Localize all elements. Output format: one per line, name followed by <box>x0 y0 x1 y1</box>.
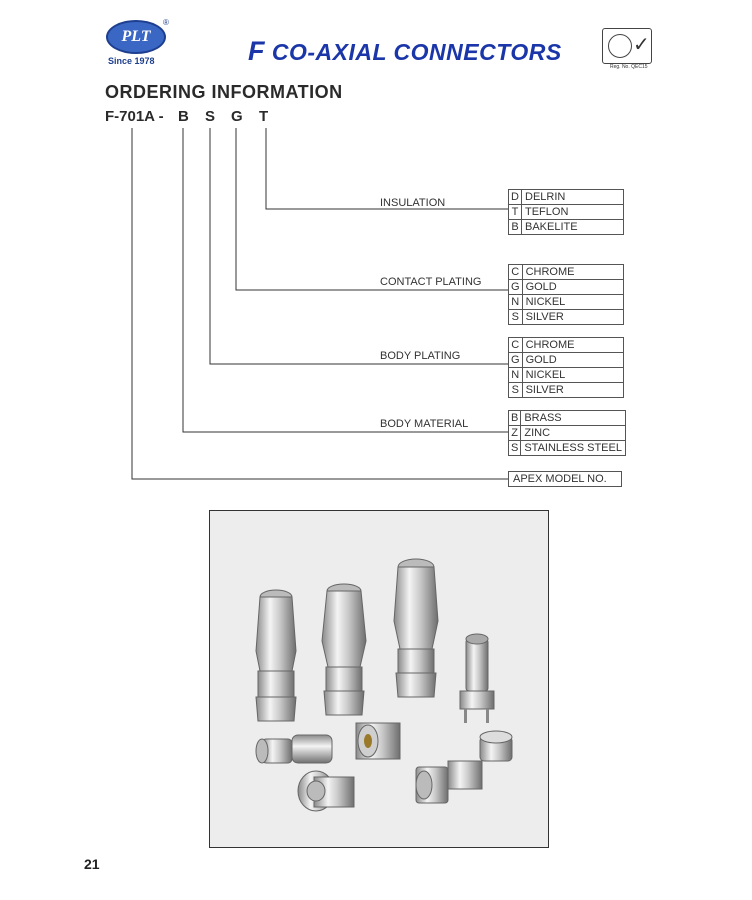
panel-mount-connector <box>356 723 400 759</box>
f-plug-connector <box>256 735 332 763</box>
logo-mark: PLT <box>106 20 166 54</box>
label-body-material: BODY MATERIAL <box>380 418 469 430</box>
option-name: ZINC <box>521 426 626 441</box>
table-row <box>509 190 624 205</box>
option-code: S <box>509 310 523 325</box>
option-code: S <box>509 383 523 398</box>
option-name: CHROME <box>522 338 623 353</box>
f-jack-connector <box>298 771 354 811</box>
table-row <box>509 383 624 398</box>
code-part-body-plating: S <box>205 108 216 125</box>
option-name: NICKEL <box>522 368 623 383</box>
option-code: B <box>509 411 521 426</box>
insulation-options-table <box>508 189 624 235</box>
table-row <box>509 338 624 353</box>
page-number: 21 <box>84 856 100 872</box>
crimp-connector-1 <box>256 590 296 721</box>
option-name: BRASS <box>521 411 626 426</box>
option-name: STAINLESS STEEL <box>521 441 626 456</box>
check-mark-icon: ✓ <box>633 34 650 56</box>
table-row <box>509 280 624 295</box>
option-code: B <box>509 220 522 235</box>
title-rest: CO-AXIAL CONNECTORS <box>271 39 562 65</box>
cert-reg-number: Reg. No. QEC15 <box>610 64 648 70</box>
option-code: N <box>509 368 523 383</box>
product-photo <box>209 510 549 848</box>
since-text: Since 1978 <box>108 56 155 66</box>
table-row <box>509 426 626 441</box>
body-material-options-table <box>508 410 626 456</box>
option-code: S <box>509 441 521 456</box>
line-body-plating <box>210 128 508 364</box>
label-contact-plating: CONTACT PLATING <box>380 276 482 288</box>
code-part-contact-plating: G <box>231 108 243 125</box>
connector-cap <box>480 731 512 761</box>
option-code: G <box>509 280 523 295</box>
table-row <box>509 295 624 310</box>
option-name: NICKEL <box>522 295 623 310</box>
label-body-plating: BODY PLATING <box>380 350 461 362</box>
table-row <box>509 441 626 456</box>
model-number-label: APEX MODEL NO. <box>509 472 622 487</box>
table-row <box>509 265 624 280</box>
model-number-table <box>508 471 622 487</box>
option-name: BAKELITE <box>522 220 624 235</box>
body-plating-options-table <box>508 337 624 398</box>
option-name: SILVER <box>522 383 623 398</box>
table-row <box>509 368 624 383</box>
contact-plating-options-table <box>508 264 624 325</box>
option-code: G <box>509 353 523 368</box>
model-code-base: F-701A - <box>105 108 164 125</box>
option-name: GOLD <box>522 353 623 368</box>
code-part-body-material: B <box>178 108 189 125</box>
option-code: C <box>509 265 523 280</box>
option-name: CHROME <box>522 265 623 280</box>
crimp-connector-2 <box>322 584 366 715</box>
table-row <box>509 205 624 220</box>
crimp-connector-3 <box>394 559 438 697</box>
table-row <box>509 310 624 325</box>
option-code: D <box>509 190 522 205</box>
label-insulation: INSULATION <box>380 197 446 209</box>
table-row <box>509 353 624 368</box>
table-row <box>509 472 622 487</box>
option-name: DELRIN <box>522 190 624 205</box>
table-row <box>509 220 624 235</box>
section-heading: ORDERING INFORMATION <box>105 82 343 102</box>
table-row <box>509 411 626 426</box>
option-name: GOLD <box>522 280 623 295</box>
option-name: TEFLON <box>522 205 624 220</box>
option-code: T <box>509 205 522 220</box>
option-code: C <box>509 338 523 353</box>
option-code: Z <box>509 426 521 441</box>
option-code: N <box>509 295 523 310</box>
connectors-illustration <box>210 511 548 847</box>
option-name: SILVER <box>522 310 623 325</box>
registered-mark: ® <box>163 18 169 27</box>
code-part-insulation: T <box>259 108 269 125</box>
title-prefix: F <box>248 36 265 66</box>
